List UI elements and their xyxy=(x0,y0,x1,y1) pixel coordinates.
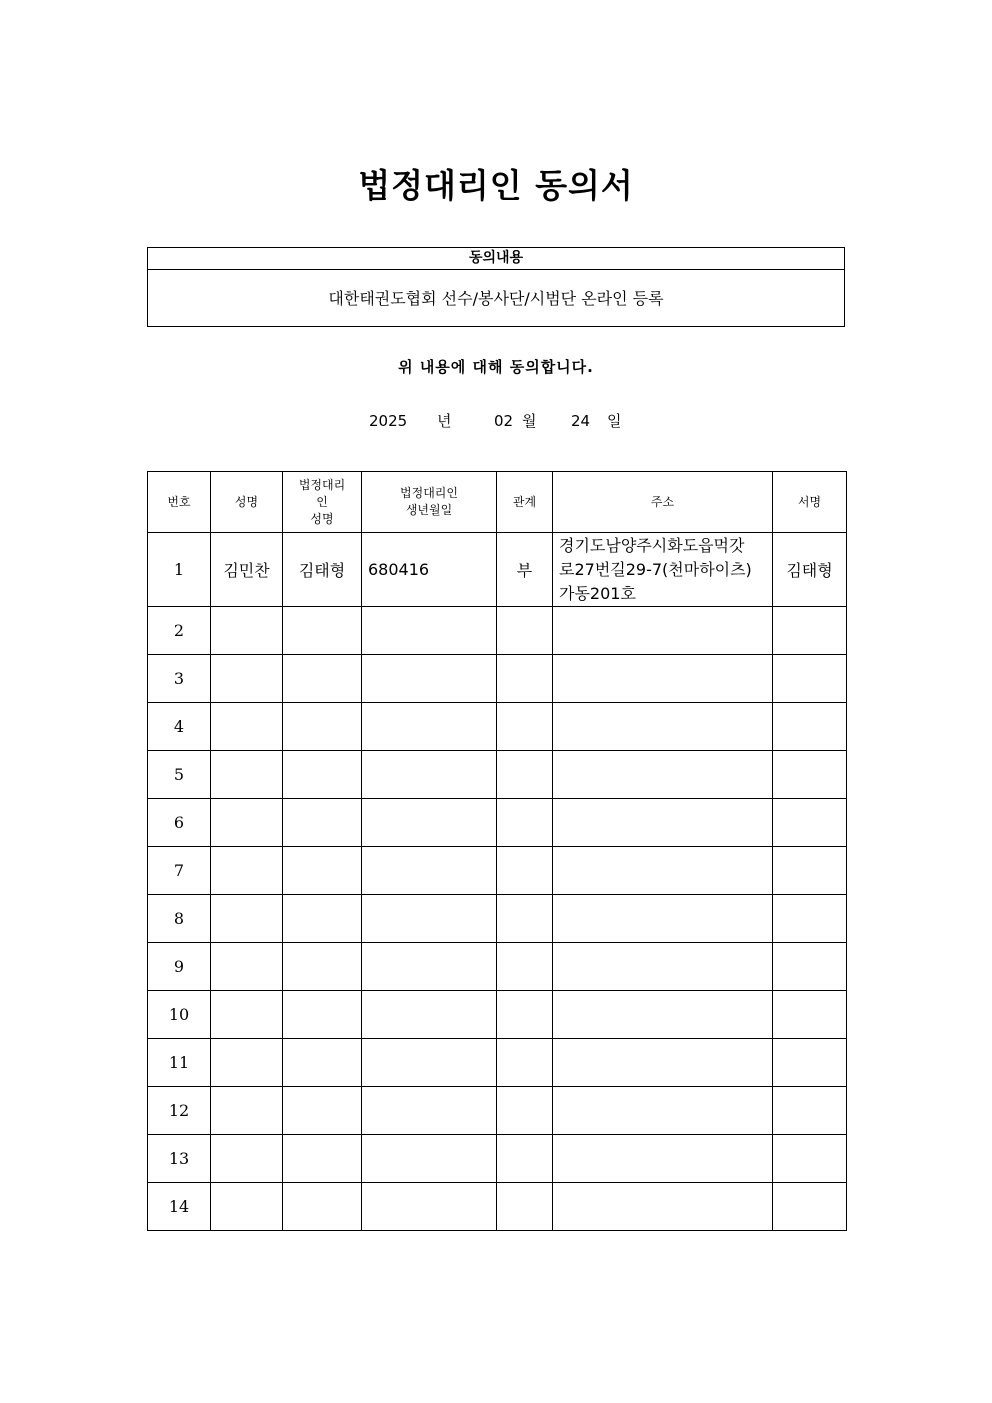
cell-relation xyxy=(497,1039,553,1087)
cell-guardian-name xyxy=(283,847,362,895)
cell-relation xyxy=(497,847,553,895)
cell-guardian-name xyxy=(283,1087,362,1135)
cell-guardian-birth xyxy=(362,991,497,1039)
cell-guardian-birth xyxy=(362,607,497,655)
cell-relation xyxy=(497,1135,553,1183)
cell-relation xyxy=(497,991,553,1039)
cell-relation xyxy=(497,799,553,847)
date-day-label: 일 xyxy=(607,412,622,430)
cell-name xyxy=(211,895,283,943)
cell-signature xyxy=(773,895,847,943)
table-row xyxy=(148,943,847,991)
cell-relation: 부 xyxy=(497,533,553,607)
cell-no: 5 xyxy=(148,751,211,799)
cell-name xyxy=(211,799,283,847)
cell-guardian-birth xyxy=(362,1183,497,1231)
cell-name xyxy=(211,991,283,1039)
cell-guardian-birth xyxy=(362,1135,497,1183)
cell-no: 1 xyxy=(148,533,211,607)
cell-signature xyxy=(773,847,847,895)
document-title: 법정대리인 동의서 xyxy=(358,166,634,205)
address-line-2: 로27번길29-7(천마하이츠) xyxy=(559,559,752,579)
cell-guardian-name xyxy=(283,991,362,1039)
cell-guardian-name xyxy=(283,1135,362,1183)
header-no: 번호 xyxy=(148,472,211,533)
cell-no: 13 xyxy=(148,1135,211,1183)
cell-relation xyxy=(497,895,553,943)
cell-address xyxy=(553,1039,773,1087)
header-name: 성명 xyxy=(211,472,283,533)
cell-no: 3 xyxy=(148,655,211,703)
cell-address xyxy=(553,655,773,703)
cell-address xyxy=(553,703,773,751)
table-row xyxy=(148,895,847,943)
cell-signature xyxy=(773,991,847,1039)
table-row xyxy=(148,1183,847,1231)
cell-address xyxy=(553,1087,773,1135)
cell-name: 김민찬 xyxy=(211,533,283,607)
table-row xyxy=(148,607,847,655)
header-guardian-birth-line2: 생년월일 xyxy=(405,503,453,517)
cell-guardian-birth xyxy=(362,703,497,751)
date-month: 02 xyxy=(494,412,514,430)
cell-address xyxy=(553,751,773,799)
date-day: 24 xyxy=(571,412,591,430)
header-guardian-name-line1: 법정대리 xyxy=(298,477,346,492)
address-line-3: 가동201호 xyxy=(559,583,636,603)
cell-no: 14 xyxy=(148,1183,211,1231)
cell-relation xyxy=(497,943,553,991)
cell-relation xyxy=(497,1183,553,1231)
cell-guardian-birth xyxy=(362,655,497,703)
date-year-label: 년 xyxy=(437,412,452,430)
cell-relation xyxy=(497,607,553,655)
cell-guardian-birth xyxy=(362,943,497,991)
cell-no: 11 xyxy=(148,1039,211,1087)
cell-guardian-name xyxy=(283,607,362,655)
cell-signature xyxy=(773,751,847,799)
cell-guardian-name xyxy=(283,1039,362,1087)
cell-signature xyxy=(773,703,847,751)
cell-guardian-name xyxy=(283,1183,362,1231)
cell-name xyxy=(211,1039,283,1087)
cell-no: 6 xyxy=(148,799,211,847)
table-row xyxy=(148,991,847,1039)
cell-address xyxy=(553,533,773,607)
cell-address xyxy=(553,847,773,895)
consent-header: 동의내용 xyxy=(148,248,844,270)
cell-name xyxy=(211,703,283,751)
cell-no: 12 xyxy=(148,1087,211,1135)
cell-name xyxy=(211,943,283,991)
table-row xyxy=(148,1039,847,1087)
cell-guardian-name xyxy=(283,655,362,703)
cell-signature: 김태형 xyxy=(773,533,847,607)
cell-guardian-birth xyxy=(362,1039,497,1087)
table-row xyxy=(148,847,847,895)
cell-name xyxy=(211,1135,283,1183)
table-row xyxy=(148,533,847,607)
cell-relation xyxy=(497,703,553,751)
table-row xyxy=(148,751,847,799)
cell-guardian-birth xyxy=(362,799,497,847)
cell-address xyxy=(553,607,773,655)
cell-name xyxy=(211,1087,283,1135)
cell-signature xyxy=(773,799,847,847)
cell-guardian-birth xyxy=(362,751,497,799)
cell-no: 2 xyxy=(148,607,211,655)
cell-name xyxy=(211,655,283,703)
cell-name xyxy=(211,1183,283,1231)
consent-content: 대한태권도협회 선수/봉사단/시범단 온라인 등록 xyxy=(328,289,664,308)
cell-signature xyxy=(773,1135,847,1183)
cell-signature xyxy=(773,655,847,703)
cell-no: 10 xyxy=(148,991,211,1039)
agree-statement: 위 내용에 대해 동의합니다. xyxy=(398,358,594,376)
cell-guardian-name xyxy=(283,895,362,943)
date-month-label: 월 xyxy=(522,412,537,430)
table-row xyxy=(148,1087,847,1135)
cell-signature xyxy=(773,1039,847,1087)
guardian-table xyxy=(147,471,847,1231)
cell-no: 7 xyxy=(148,847,211,895)
cell-name xyxy=(211,607,283,655)
header-guardian-name-line3: 성명 xyxy=(310,511,334,526)
cell-guardian-name xyxy=(283,943,362,991)
cell-guardian-name xyxy=(283,703,362,751)
cell-guardian-name xyxy=(283,799,362,847)
cell-signature xyxy=(773,943,847,991)
cell-address xyxy=(553,799,773,847)
cell-guardian-birth xyxy=(362,895,497,943)
cell-signature xyxy=(773,1087,847,1135)
consent-box xyxy=(147,247,845,327)
table-row xyxy=(148,703,847,751)
header-guardian-name-line2: 인 xyxy=(316,494,328,509)
cell-guardian-name xyxy=(283,751,362,799)
header-address: 주소 xyxy=(553,472,773,533)
header-signature: 서명 xyxy=(773,472,847,533)
header-guardian-name xyxy=(283,472,362,533)
cell-name xyxy=(211,751,283,799)
date-year: 2025 xyxy=(369,412,408,430)
header-relation: 관계 xyxy=(497,472,553,533)
cell-guardian-birth: 680416 xyxy=(362,533,497,607)
cell-no: 4 xyxy=(148,703,211,751)
cell-guardian-birth xyxy=(362,1087,497,1135)
cell-address xyxy=(553,1183,773,1231)
cell-relation xyxy=(497,1087,553,1135)
cell-address xyxy=(553,991,773,1039)
cell-name xyxy=(211,847,283,895)
table-header-row xyxy=(148,472,847,533)
address-line-1: 경기도남양주시화도읍먹갓 xyxy=(559,535,745,555)
cell-signature xyxy=(773,1183,847,1231)
table-row xyxy=(148,1135,847,1183)
cell-signature xyxy=(773,607,847,655)
table-row xyxy=(148,655,847,703)
cell-no: 8 xyxy=(148,895,211,943)
cell-no: 9 xyxy=(148,943,211,991)
cell-address xyxy=(553,943,773,991)
table-row xyxy=(148,799,847,847)
cell-guardian-name: 김태형 xyxy=(283,533,362,607)
header-guardian-birth xyxy=(362,472,497,533)
cell-guardian-birth xyxy=(362,847,497,895)
cell-relation xyxy=(497,751,553,799)
cell-relation xyxy=(497,655,553,703)
header-guardian-birth-line1: 법정대리인 xyxy=(400,486,458,500)
cell-address xyxy=(553,895,773,943)
cell-address xyxy=(553,1135,773,1183)
